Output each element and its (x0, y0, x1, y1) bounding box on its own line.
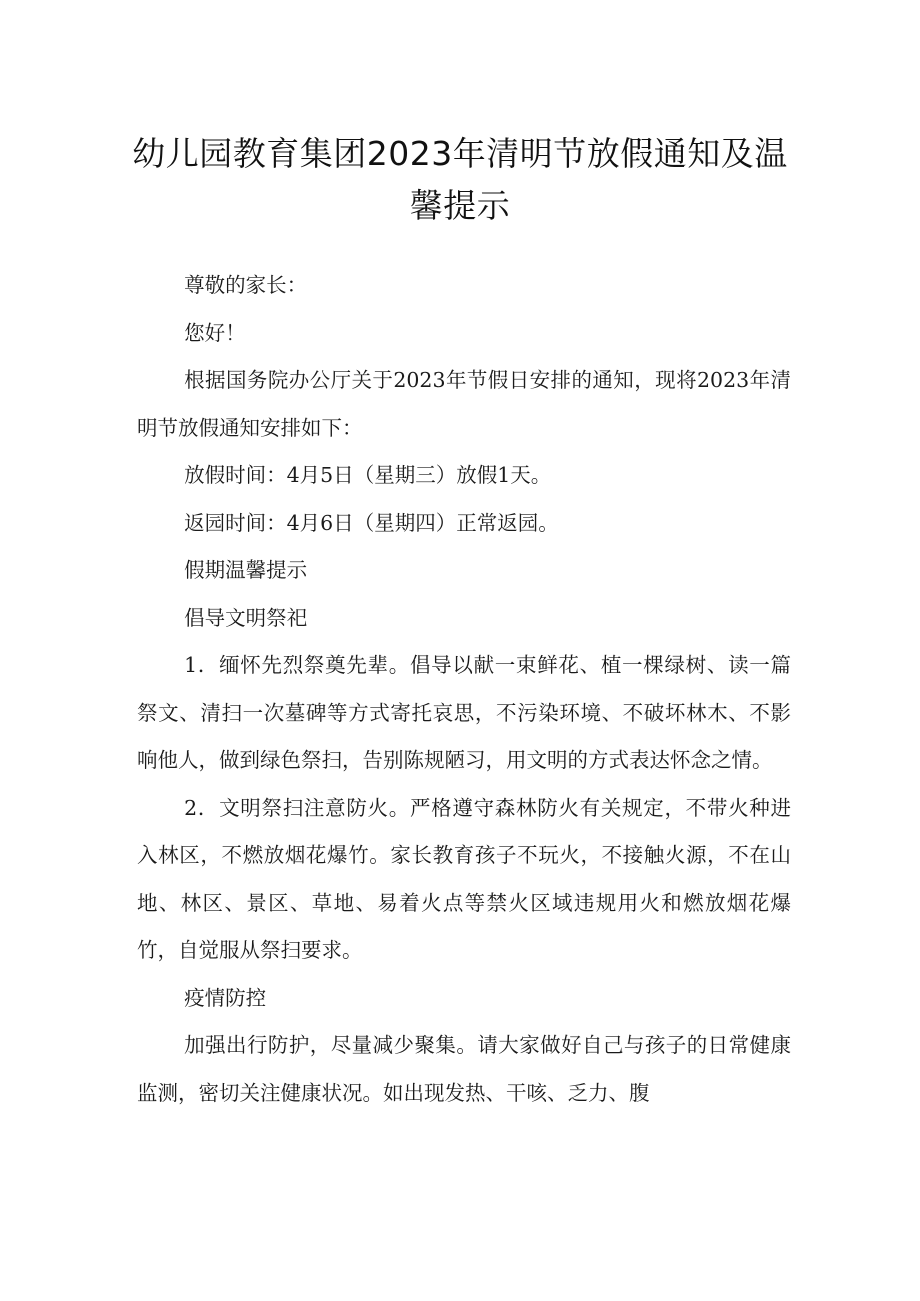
holiday-time: 放假时间：4月5日（星期三）放假1天。 (184, 463, 552, 487)
intro-paragraph: 根据国务院办公厅关于2023年节假日安排的通知，现将2023年清明节放假通知安排如下： (137, 368, 791, 440)
document-title: 幼儿园教育集团2023年清明节放假通知及温馨提示 (132, 134, 788, 225)
tip-item-1: 1．缅怀先烈祭奠先辈。倡导以献一束鲜花、植一棵绿树、读一篇祭文、清扫一次墓碑等方式寄托哀思，不污染环境、不破坏林木、不影响他人，做到绿色祭扫，告别陈规陋习，用文明的方式表达怀念之情。 (137, 653, 791, 772)
tip-item-2: 2．文明祭扫注意防火。严格遵守森林防火有关规定，不带火种进入林区，不燃放烟花爆竹。家长教育孩子不玩火，不接触火源，不在山地、林区、景区、草地、易着火点等禁火区域违规用火和燃放烟花爆竹，自觉服从祭扫要求。 (137, 795, 791, 962)
section-heading-tips: 假期温馨提示 (184, 558, 308, 582)
document-body (137, 262, 791, 1117)
salutation: 尊敬的家长： (184, 273, 308, 297)
section-heading-civilized-sacrifice: 倡导文明祭祀 (184, 605, 308, 630)
epidemic-paragraph: 加强出行防护，尽量减少聚集。请大家做好自己与孩子的日常健康监测，密切关注健康状况。如出现发热、干咳、乏力、腹 (137, 1033, 791, 1105)
greeting: 您好！ (184, 320, 246, 345)
section-heading-epidemic: 疫情防控 (184, 985, 267, 1010)
return-time: 返园时间：4月6日（星期四）正常返园。 (184, 510, 559, 535)
